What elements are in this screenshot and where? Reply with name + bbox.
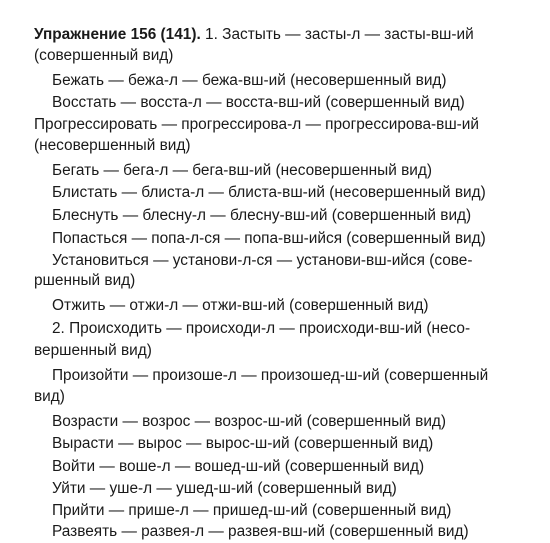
answer-line: Бежать — бежа-л — бежа-вш-ий (несовершенный вид) [52, 72, 447, 89]
answer-line: Установиться — установи-л-ся — установи-вш-ийся (сове- [52, 252, 473, 269]
answer-line: Блеснуть — блесну-л — блесну-вш-ий (совершенный вид) [52, 207, 472, 224]
answer-line: Произойти — произоше-л — произошед-ш-ий (совершенный [52, 367, 489, 384]
answer-line: Вырасти — вырос — вырос-ш-ий (совершенный вид) [52, 435, 434, 452]
answer-line: Восстать — восста-л — восста-вш-ий (совершенный вид) [52, 94, 465, 111]
answer-line: 2. Происходить — происходи-л — происходи-вш-ий (несо- [52, 320, 471, 337]
answer-line: Бегать — бега-л — бега-вш-ий (несовершенный вид) [52, 162, 432, 179]
answer-line: Попасться — попа-л-ся — попа-вш-ийся (совершенный вид) [52, 230, 486, 247]
exercise-heading: Упражнение 156 (141). [34, 26, 201, 43]
answer-line: ршенный вид) [34, 272, 136, 289]
answer-line: Возрасти — возрос — возрос-ш-ий (совершенный вид) [52, 413, 447, 430]
answer-line: (совершенный вид) [34, 47, 174, 64]
answer-line: Войти — воше-л — вошед-ш-ий (совершенный вид) [52, 458, 425, 475]
answer-text: 1. Застыть — засты-л — засты-вш-ий [205, 26, 474, 43]
answer-line: Прогрессировать — прогрессирова-л — прогрессирова-вш-ий [34, 116, 479, 133]
answer-line: Отжить — отжи-л — отжи-вш-ий (совершенный вид) [52, 297, 429, 314]
answer-line: (несовершенный вид) [34, 137, 191, 154]
answer-line: Блистать — блиста-л — блиста-вш-ий (несовершенный вид) [52, 184, 486, 201]
answer-line: вид) [34, 388, 65, 405]
answer-line: Уйти — уше-л — ушед-ш-ий (совершенный вид) [52, 480, 397, 497]
answer-line: Развеять — развея-л — развея-вш-ий (совершенный вид) [52, 523, 469, 540]
answer-line: Прийти — прише-л — пришед-ш-ий (совершенный вид) [52, 502, 452, 519]
exercise-line-1 [34, 24, 474, 45]
answer-line: вершенный вид) [34, 342, 152, 359]
